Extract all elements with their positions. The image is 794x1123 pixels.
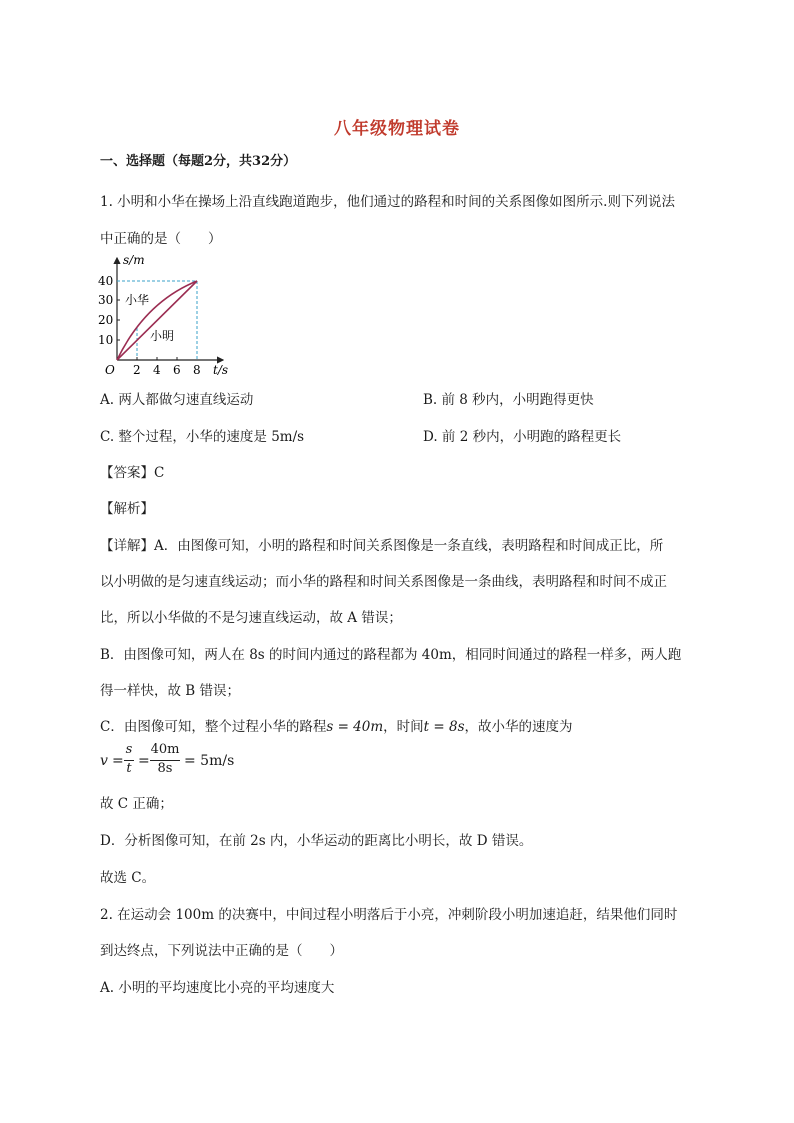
detail-c-line2: 故 C 正确； [100,796,173,812]
detail-c-line1: C．由图像可知，整个过程小华的路程s = 40m，时间t = 8s，故小华的速度为 [100,719,573,735]
section-heading: 一、选择题（每题2分，共32分） [100,154,297,169]
y-tick-30: 30 [98,293,114,307]
origin-label: O [105,363,115,377]
x-tick-4: 4 [153,363,161,377]
velocity-equation: v = s t = 40m 8s = 5m/s [100,742,235,776]
q1-analysis-heading: 【解析】 [100,501,154,517]
q1-option-a: A. 两人都做匀速直线运动 [100,392,254,408]
curve-label-xiaohua: 小华 [125,293,150,307]
q1-option-d: D. 前 2 秒内，小明跑的路程更长 [423,429,622,445]
y-axis-label: s/m [123,253,145,267]
q1-distance-time-graph [95,252,245,380]
q2-stem-line2: 到达终点，下列说法中正确的是（ ） [100,943,343,959]
q2-option-a: A. 小明的平均速度比小亮的平均速度大 [100,980,335,996]
q2-stem-line1: 2. 在运动会 100m 的决赛中，中间过程小明落后于小亮，冲刺阶段小明加速追赶，结果他们同时 [100,907,678,923]
q1-option-c: C. 整个过程，小华的速度是 5m/s [100,429,305,445]
detail-conclusion: 故选 C。 [100,870,156,886]
curve-label-xiaoming: 小明 [150,329,175,343]
detail-b-line2: 得一样快，故 B 错误； [100,683,241,699]
x-tick-8: 8 [193,363,201,377]
detail-b-line1: B．由图像可知，两人在 8s 的时间内通过的路程都为 40m，相同时间通过的路程一样多，两人跑 [100,647,682,663]
q1-option-b: B. 前 8 秒内，小明跑得更快 [423,392,594,408]
document-title: 八年级物理试卷 [334,119,460,139]
detail-d-line1: D．分析图像可知，在前 2s 内，小华运动的距离比小明长，故 D 错误。 [100,833,533,849]
x-axis-label: t/s [213,363,229,377]
detail-a-line1: 【详解】A．由图像可知，小明的路程和时间关系图像是一条直线，表明路程和时间成正比，所 [100,538,664,554]
q1-stem-line1: 1. 小明和小华在操场上沿直线跑道跑步，他们通过的路程和时间的关系图像如图所示.则下列说法 [100,194,675,210]
x-tick-2: 2 [133,363,141,377]
y-tick-40: 40 [98,274,114,288]
y-tick-20: 20 [98,313,114,327]
q1-stem-line2: 中正确的是（ ） [100,231,222,247]
detail-a-line3: 比，所以小华做的不是匀速直线运动，故 A 错误； [100,610,402,626]
q1-answer: 【答案】C [100,465,165,481]
x-tick-6: 6 [173,363,181,377]
y-tick-10: 10 [98,333,114,347]
detail-a-line2: 以小明做的是匀速直线运动；而小华的路程和时间关系图像是一条曲线，表明路程和时间不成正 [100,574,667,590]
